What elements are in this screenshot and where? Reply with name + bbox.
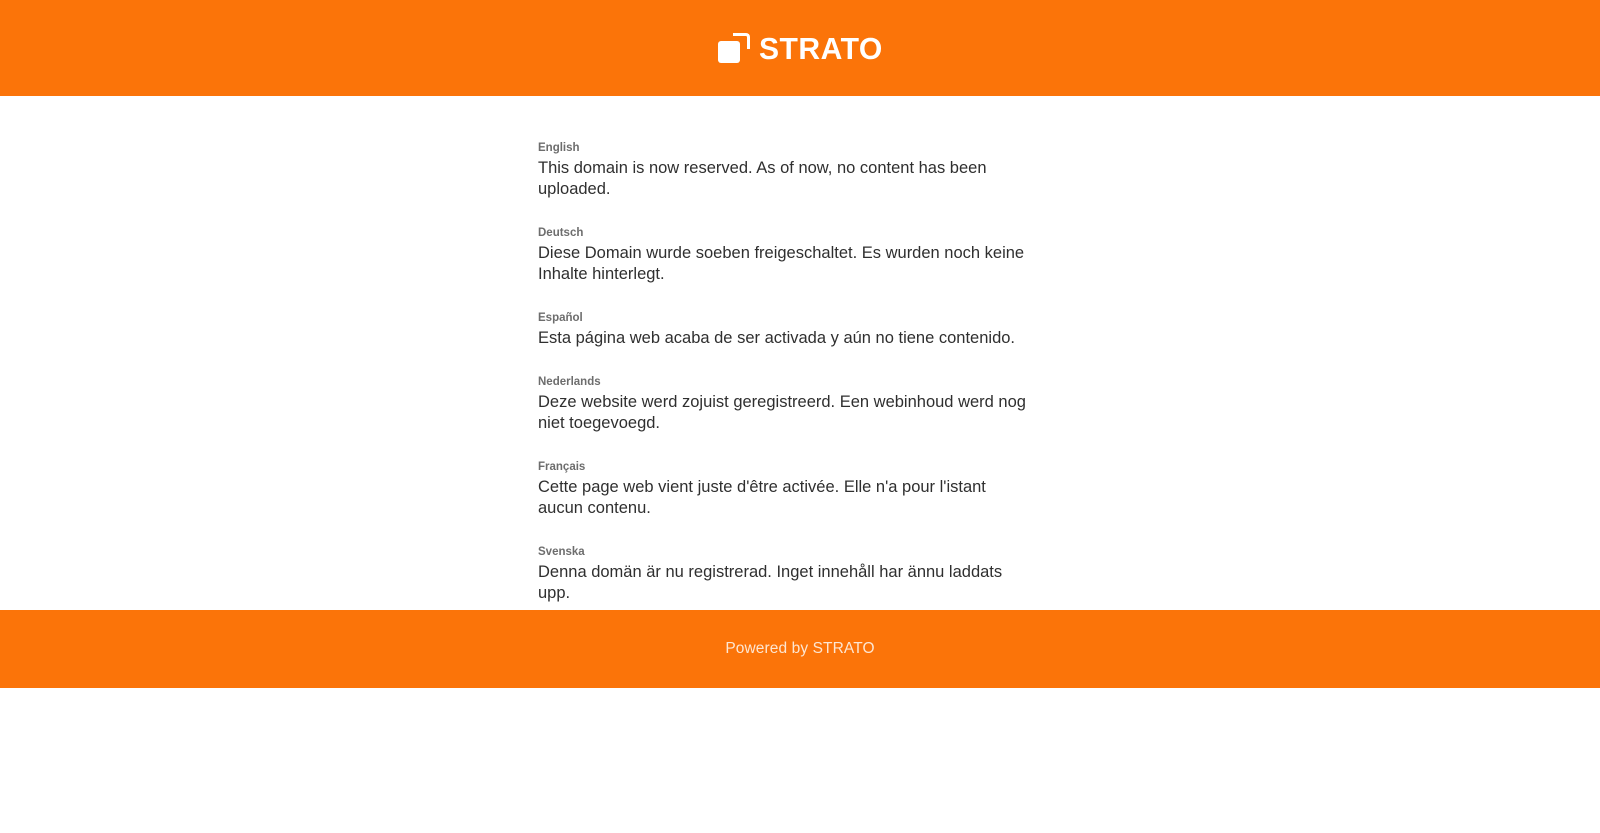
language-block-nederlands: [538, 375, 1030, 434]
language-message: Cette page web vient juste d'être activée. Elle n'a pour l'istant aucun contenu.: [538, 478, 986, 517]
language-block-english: [538, 141, 1030, 200]
language-block-francais: [538, 460, 1030, 519]
language-label: Español: [538, 312, 583, 324]
language-label: English: [538, 142, 580, 154]
brand-wordmark: STRATO: [758, 30, 883, 66]
language-message: This domain is now reserved. As of now, no content has been uploaded.: [538, 159, 987, 198]
strato-logo-mark-icon: [718, 33, 750, 63]
language-message: Deze website werd zojuist geregistreerd. Een webinhoud werd nog niet toegevoegd.: [538, 393, 1026, 432]
language-label: Français: [538, 461, 586, 473]
main-content: [0, 96, 1600, 610]
language-label: Svenska: [538, 546, 585, 558]
language-message: Esta página web acaba de ser activada y aún no tiene contenido.: [538, 329, 1016, 347]
logo-filled-square-shape: [718, 41, 740, 63]
language-message: Diese Domain wurde soeben freigeschaltet. Es wurden noch keine Inhalte hinterlegt.: [538, 244, 1025, 283]
language-label: Nederlands: [538, 376, 601, 388]
language-message-list: [538, 141, 1030, 604]
language-block-deutsch: [538, 226, 1030, 285]
language-message: Denna domän är nu registrerad. Inget innehåll har ännu laddats upp.: [538, 563, 1003, 602]
page-footer: [0, 610, 1600, 688]
page-bottom-whitespace: [0, 688, 1600, 833]
language-label: Deutsch: [538, 227, 584, 239]
language-block-espanol: [538, 311, 1030, 349]
strato-logo[interactable]: [718, 30, 887, 66]
powered-by-label: Powered by STRATO: [725, 640, 875, 658]
page-header: [0, 0, 1600, 96]
language-block-svenska: [538, 545, 1030, 604]
